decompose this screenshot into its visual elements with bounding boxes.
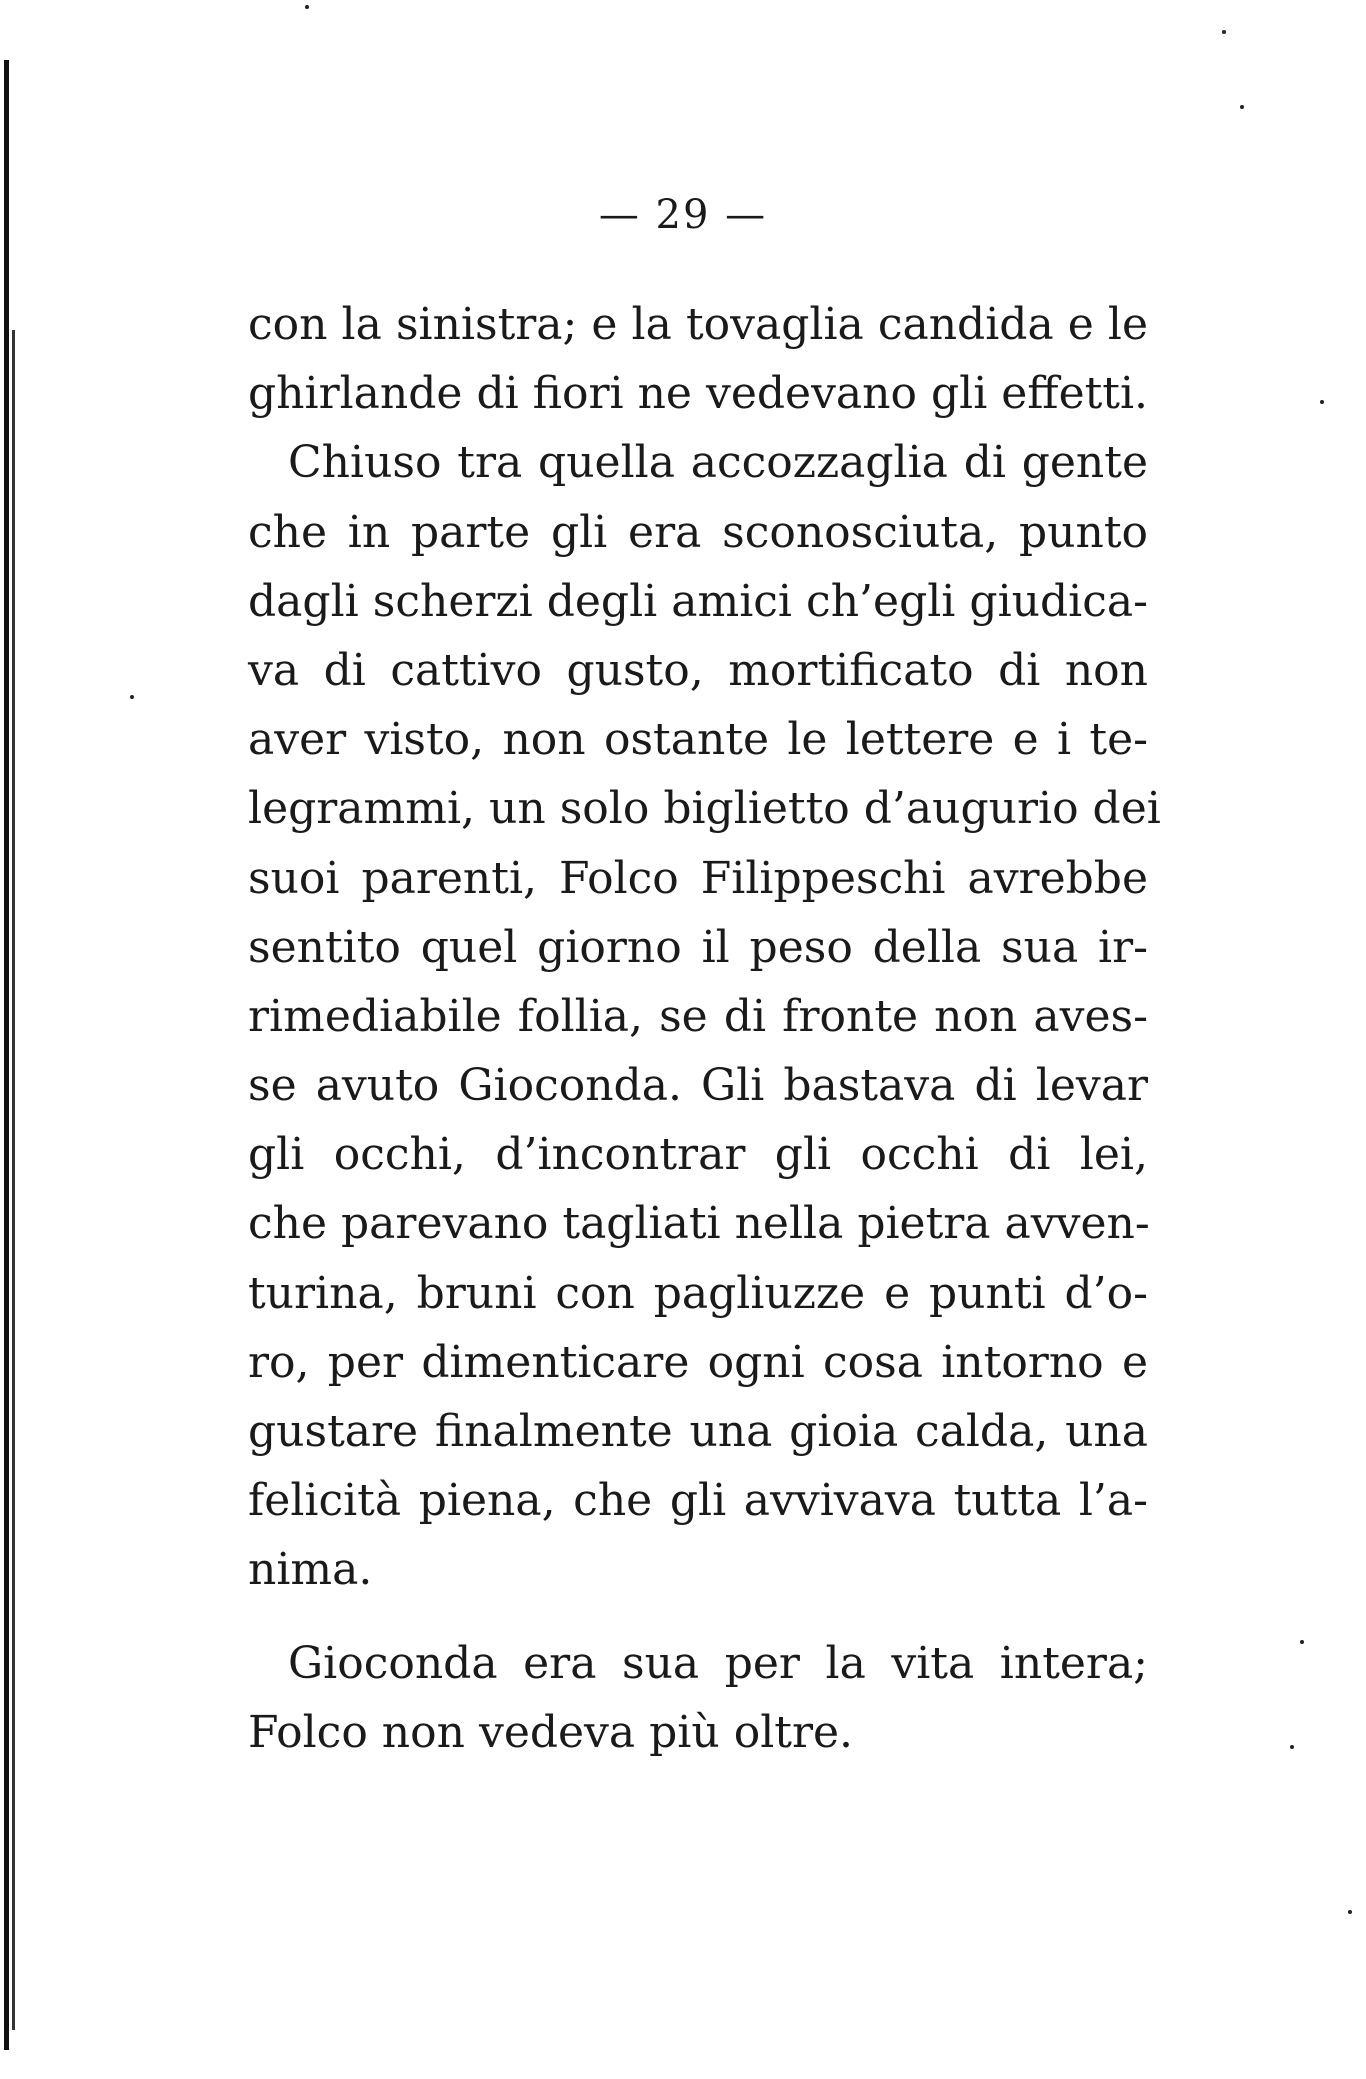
text-line: suoi parenti, Folco Filippeschi avrebbe — [248, 852, 1148, 904]
text-line: che parevano tagliati nella pietra avven- — [248, 1198, 1150, 1250]
paragraph-gap — [248, 1605, 1148, 1629]
text-line: rimediabile follia, se di fronte non aves- — [248, 990, 1148, 1042]
text-line: felicità piena, che gli avvivava tutta l’a- — [248, 1475, 1148, 1527]
text-line: legrammi, un solo biglietto d’augurio dei — [248, 783, 1161, 835]
text-line: dagli scherzi degli amici ch’egli giudica- — [248, 575, 1148, 627]
text-line: che in parte gli era sconosciuta, punto — [248, 506, 1148, 558]
scan-speck — [1290, 1745, 1294, 1749]
text-line: se avuto Gioconda. Gli bastava di levar — [248, 1060, 1148, 1112]
scan-speck — [1300, 1640, 1304, 1644]
text-line: nima. — [248, 1544, 373, 1596]
scan-speck — [305, 5, 309, 9]
scan-binding-edge — [4, 60, 9, 2050]
scan-speck — [1348, 1910, 1352, 1914]
text-line: ro, per dimenticare ogni cosa intorno e — [248, 1336, 1148, 1388]
text-line: con la sinistra; e la tovaglia candida e le — [248, 299, 1148, 350]
scan-speck — [1320, 400, 1324, 404]
page-number: — 29 — — [598, 192, 768, 238]
body-text — [248, 290, 1161, 1767]
text-line: sentito quel giorno il peso della sua ir- — [248, 921, 1148, 973]
text-line: gli occhi, d’incontrar gli occhi di lei, — [248, 1129, 1148, 1181]
text-line: Chiuso tra quella accozzaglia di gente — [288, 437, 1148, 489]
text-line: va di cattivo gusto, mortificato di non — [248, 644, 1148, 696]
scan-speck — [1222, 30, 1226, 34]
text-line: ghirlande di fiori ne vedevano gli effetti. — [248, 368, 1149, 420]
scan-binding-shadow — [12, 330, 15, 2030]
text-line: aver visto, non ostante le lettere e i te- — [248, 714, 1148, 766]
text-line: gustare finalmente una gioia calda, una — [248, 1406, 1148, 1457]
scan-speck — [130, 695, 134, 699]
text-line: Folco non vedeva più oltre. — [248, 1706, 853, 1758]
scan-speck — [1240, 105, 1244, 109]
text-line: turina, bruni con pagliuzze e punti d’o- — [248, 1267, 1148, 1319]
text-line: Gioconda era sua per la vita intera; — [288, 1637, 1148, 1689]
